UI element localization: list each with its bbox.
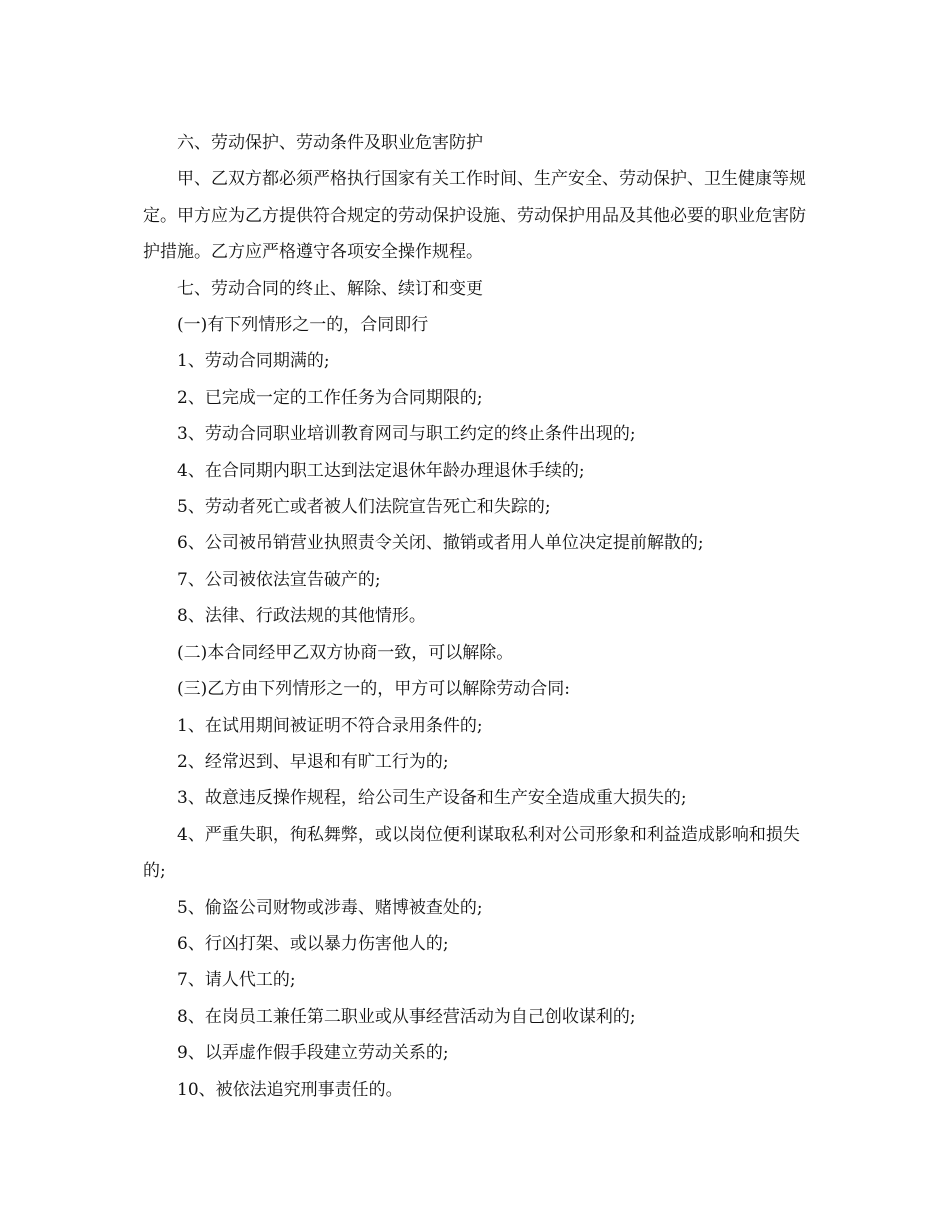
list-item: 3、劳动合同职业培训教育网司与职工约定的终止条件出现的; bbox=[177, 424, 636, 445]
list-item: 7、请人代工的; bbox=[177, 970, 296, 991]
list-item: 6、行凶打架、或以暴力伤害他人的; bbox=[177, 933, 449, 954]
subsection-heading-employer-dissolution: (三)乙方由下列情形之一的，甲方可以解除劳动合同: bbox=[177, 679, 570, 700]
list-item: 8、法律、行政法规的其他情形。 bbox=[177, 606, 426, 627]
list-item: 7、公司被依法宣告破产的; bbox=[177, 569, 381, 590]
section-heading-contract-termination: 七、劳动合同的终止、解除、续订和变更 bbox=[177, 278, 483, 299]
list-item: 4、在合同期内职工达到法定退休年龄办理退休手续的; bbox=[177, 460, 585, 481]
list-item: 4、严重失职，徇私舞弊，或以岗位便利谋取私利对公司形象和利益造成影响和损失的; bbox=[143, 824, 800, 882]
list-item: 1、劳动合同期满的; bbox=[177, 351, 330, 372]
list-item: 1、在试用期间被证明不符合录用条件的; bbox=[177, 715, 483, 736]
document-body bbox=[143, 125, 808, 1108]
list-item: 10、被依法追究刑事责任的。 bbox=[177, 1079, 403, 1100]
section-heading-labor-protection: 六、劳动保护、劳动条件及职业危害防护 bbox=[177, 133, 483, 153]
list-item: 8、在岗员工兼任第二职业或从事经营活动为自己创收谋利的; bbox=[177, 1006, 636, 1027]
paragraph-labor-protection: 甲、乙双方都必须严格执行国家有关工作时间、生产安全、劳动保护、卫生健康等规定。甲方应为乙方提供符合规定的劳动保护设施、劳动保护用品及其他必要的职业危害防护措施。乙方应严格遵守各项安全操作规程。 bbox=[143, 169, 806, 263]
list-item: 2、已完成一定的工作任务为合同期限的; bbox=[177, 387, 483, 408]
subsection-heading-termination: (一)有下列情形之一的，合同即行 bbox=[177, 315, 429, 336]
list-item: 3、故意违反操作规程，给公司生产设备和生产安全造成重大损失的; bbox=[177, 788, 687, 809]
subsection-heading-mutual-dissolution: (二)本合同经甲乙双方协商一致，可以解除。 bbox=[177, 642, 514, 663]
list-item: 5、偷盗公司财物或涉毒、赌博被查处的; bbox=[177, 897, 483, 918]
list-item: 9、以弄虚作假手段建立劳动关系的; bbox=[177, 1043, 449, 1064]
list-item: 6、公司被吊销营业执照责令关闭、撤销或者用人单位决定提前解散的; bbox=[177, 533, 704, 554]
list-item: 2、经常迟到、早退和有旷工行为的; bbox=[177, 751, 449, 772]
list-item: 5、劳动者死亡或者被人们法院宣告死亡和失踪的; bbox=[177, 497, 551, 518]
